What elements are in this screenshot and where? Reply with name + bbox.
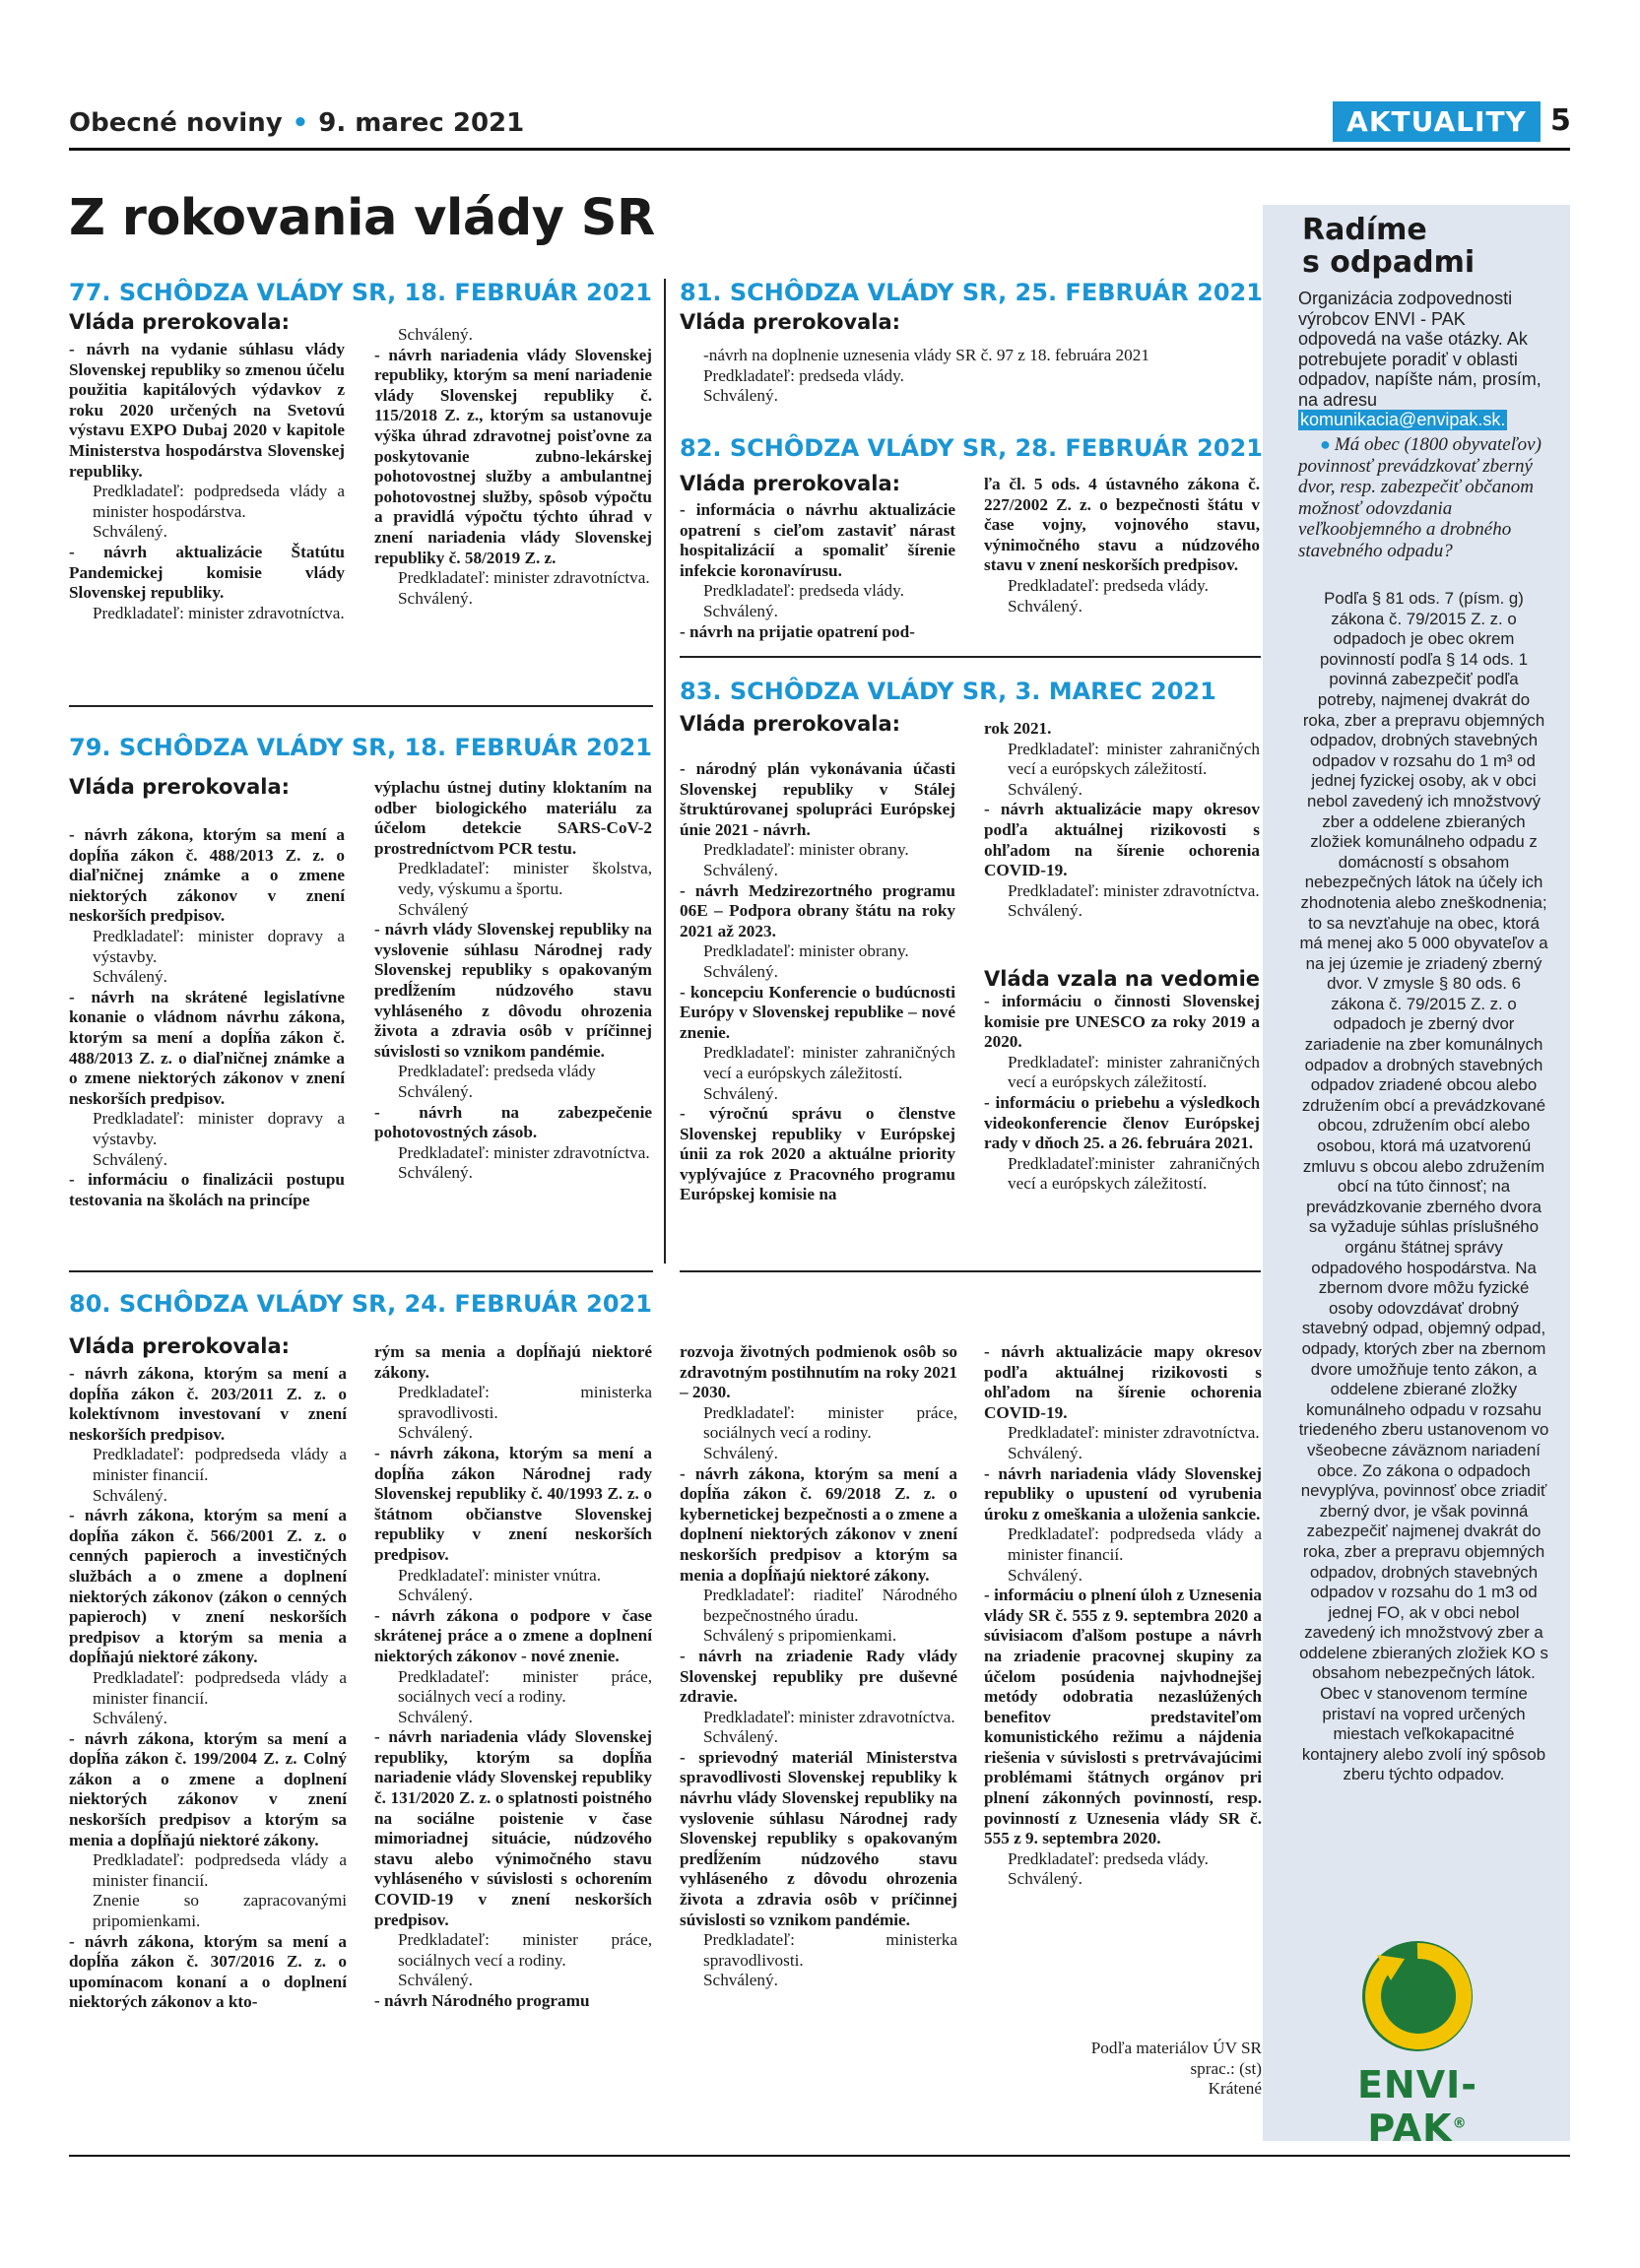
agenda-note: Predkladateľ: minister zdravotníctva.	[1008, 880, 1260, 900]
agenda-note: Schválený.	[1008, 1869, 1082, 1889]
agenda-note: Predkladateľ: predseda vlády	[398, 1062, 596, 1081]
agenda-note: Schválený.	[703, 1443, 778, 1462]
agenda-note: Schválený.	[703, 601, 778, 620]
agenda-note: Predkladateľ: minister práce, sociálnych vecí a rodiny.	[703, 1402, 957, 1443]
agenda-item: - návrh na skrátené legislatívne konanie o vládnom návrhu zákona, ktorým sa mení a dopĺňa zákon č. 488/2013 Z. z. o diaľničnej známke a o zmene niektorých zákonov v znení neskorších predpisov.	[69, 987, 345, 1108]
agenda-item: rým sa menia a dopĺňajú niektoré zákony.	[374, 1342, 652, 1382]
agenda-note: Schválený.	[703, 860, 778, 879]
agenda-item: - informácia o návrhu aktualizácie opatrení s cieľom zastaviť nárast hospitalizácií a spomaliť šírenie infekcie koronavírusu.	[680, 500, 955, 580]
newspaper-name: Obecné noviny	[69, 108, 283, 138]
agenda-item: - návrh zákona, ktorým sa mení a dopĺňa zákon č. 307/2016 Z. z. o upomínacom konaní a o doplnení niektorých zákonov a kto-	[69, 1931, 347, 2012]
registered-mark: ®	[1452, 2115, 1468, 2132]
section-82-subtitle: Vláda prerokovala:	[680, 472, 901, 495]
agenda-note: Predkladateľ: podpredseda vlády a minister financií.	[93, 1445, 347, 1484]
agenda-note: Schválený.	[398, 1971, 473, 1990]
section-80-column-4	[984, 1342, 1262, 2032]
agenda-note: Predkladateľ: minister zdravotníctva.	[1008, 1423, 1260, 1443]
agenda-note: Predkladateľ: predseda vlády.	[703, 365, 904, 385]
agenda-item: - výročnú správu o členstve Slovenskej republiky v Európskej únii za rok 2020 a aktuálne priority vyplývajúce z Pracovného programu Európskej komisie na	[680, 1104, 955, 1204]
section-83-subtitle: Vláda prerokovala:	[680, 712, 901, 736]
agenda-note: Schválený.	[93, 522, 167, 542]
section-79-column-2	[374, 778, 652, 1261]
agenda-item: - návrh na zriadenie Rady vlády Slovenskej republiky pre duševné zdravie.	[680, 1646, 957, 1707]
sidebar-intro-text: Organizácia zodpovednosti výrobcov ENVI - PAK odpovedá na vaše otázky. Ak potrebujete poradiť v oblasti odpadov, napíšte nám, prosím, na adresu	[1298, 289, 1542, 410]
agenda-note: Schválený.	[93, 1709, 167, 1728]
section-81-body	[680, 346, 1261, 415]
agenda-note: Schválený.	[1008, 1443, 1082, 1462]
agenda-note: Schválený.	[398, 1081, 473, 1101]
agenda-item: - návrh na prijatie opatrení pod-	[680, 621, 915, 641]
issue-date: 9. marec 2021	[318, 108, 525, 138]
agenda-item: rok 2021.	[984, 719, 1052, 738]
agenda-item: - návrh zákona, ktorým sa mení a dopĺňa zákon č. 566/2001 Z. z. o cenných papieroch a investičných službách a o zmene a doplnení niektorých zákonov (zákon o cenných papieroch) v znení neskorších predpisov a ktorým sa menia a dopĺňajú niektoré zákony.	[69, 1506, 347, 1667]
agenda-note: Predkladateľ: minister obrany.	[703, 941, 909, 961]
logo-wordmark	[1310, 2063, 1525, 2141]
divider	[680, 1270, 1261, 1272]
agenda-item: - návrh aktualizácie Štatútu Pandemickej komisie vlády Slovenskej republiky.	[69, 542, 345, 603]
agenda-item: - informáciu o činnosti Slovenskej komisie pre UNESCO za roky 2019 a 2020.	[984, 992, 1260, 1052]
agenda-item: - návrh nariadenia vlády Slovenskej republiky o upustení od vyrubenia úroku z omeškania a uloženia sankcie.	[984, 1463, 1262, 1523]
agenda-note: Schválený.	[703, 1727, 778, 1747]
agenda-note: Predkladateľ: minister zahraničných vecí a európskych záležitostí.	[703, 1043, 955, 1082]
bullet-separator: •	[292, 108, 309, 138]
section-82-column-2	[984, 475, 1260, 647]
section-79-column-1	[69, 825, 345, 1261]
agenda-item: - sprievodný materiál Ministerstva spravodlivosti Slovenskej republiky k návrhu vlády Slovenskej republiky na vyslovenie súhlasu Národnej rady Slovenskej republiky s opakovaným predĺžením núdzového stavu vyhláseného z dôvodu ohrozenia života a zdravia osôb v príčinnej súvislosti so vznikom pandémie.	[680, 1747, 957, 1929]
logo-text: ENVI-PAK	[1356, 2063, 1478, 2141]
agenda-note: Predkladateľ: minister zdravotníctva.	[398, 1142, 650, 1162]
sidebar-intro	[1298, 289, 1544, 430]
agenda-note: Predkladateľ: minister obrany.	[703, 840, 909, 860]
agenda-item: ľa čl. 5 ods. 4 ústavného zákona č. 227/2002 Z. z. o bezpečnosti štátu v čase vojny, vojnového stavu, výnimočného stavu a núdzového stavu v znení neskorších predpisov.	[984, 475, 1260, 575]
agenda-item: - návrh vlády Slovenskej republiky na vyslovenie súhlasu Národnej rady Slovenskej republiky s opakovaným predĺžením núdzového stavu vyhláseného z dôvodu ohrozenia života a zdravia osôb v príčinnej súvislosti so vznikom pandémie.	[374, 920, 652, 1061]
section-80-subtitle: Vláda prerokovala:	[69, 1334, 291, 1358]
agenda-item: - návrh zákona, ktorým sa mení a dopĺňa zákon č. 488/2013 Z. z. o diaľničnej známke a o zmene niektorých zákonov v znení neskorších predpisov.	[69, 825, 345, 926]
agenda-note: Predkladateľ: minister dopravy a výstavby.	[93, 926, 345, 966]
agenda-note: Schválený.	[703, 961, 778, 981]
agenda-note: Predkladateľ: minister práce, sociálnych vecí a rodiny.	[398, 1930, 652, 1970]
header-rule	[69, 148, 1570, 151]
agenda-note: Schválený s pripomienkami.	[703, 1626, 897, 1646]
footer-rule	[69, 2155, 1570, 2157]
section-82-title: 82. SCHÔDZA VLÁDY SR, 28. FEBRUÁR 2021	[680, 434, 1263, 462]
agenda-note: Schválený.	[703, 1083, 778, 1103]
agenda-item: - koncepciu Konferencie o budúcnosti Európy v Slovenskej republike – nové znenie.	[680, 982, 955, 1042]
sidebar-box	[1263, 205, 1570, 2141]
agenda-note: Predkladateľ: ministerka spravodlivosti.	[398, 1383, 652, 1422]
section-80-column-1	[69, 1364, 347, 2142]
agenda-item: - informáciu o priebehu a výsledkoch videokonferencie členov Európskej rady v dňoch 25. a 26. februára 2021.	[984, 1092, 1260, 1153]
agenda-note: Predkladateľ: minister práce, sociálnych vecí a rodiny.	[398, 1666, 652, 1707]
section-77-title: 77. SCHÔDZA VLÁDY SR, 18. FEBRUÁR 2021	[69, 279, 652, 306]
source-credit	[984, 2039, 1262, 2100]
agenda-note: Znenie so zapracovanými pripomienkami.	[93, 1891, 347, 1931]
section-83-column-1	[680, 759, 955, 1262]
agenda-note: Predkladateľ: minister dopravy a výstavby.	[93, 1109, 345, 1148]
section-83-column-2b	[984, 992, 1260, 1263]
agenda-note: Predkladateľ: ministerka spravodlivosti.	[703, 1930, 957, 1970]
agenda-note: Predkladateľ: minister zahraničných vecí a európskych záležitostí.	[1008, 1052, 1260, 1092]
email-link[interactable]: komunikacia@envipak.sk.	[1300, 410, 1506, 429]
agenda-item: - návrh Medzirezortného programu 06E – Podpora obrany štátu na roky 2021 až 2023.	[680, 880, 955, 940]
agenda-note: Predkladateľ: minister školstva, vedy, výskumu a športu.	[398, 859, 652, 898]
agenda-note: Schválený.	[703, 386, 778, 406]
agenda-item: - návrh Národného programu	[374, 1991, 590, 2010]
agenda-item: - návrh zákona, ktorým sa mení a dopĺňa zákon č. 203/2011 Z. z. o kolektívnom investovaní v znení neskorších predpisov.	[69, 1364, 347, 1444]
section-83-column-2	[984, 719, 1260, 967]
sidebar-question	[1298, 434, 1549, 561]
agenda-item: - návrh zákona o podpore v čase skrátenej práce a o zmene a doplnení niektorých zákonov - nové znenie.	[374, 1605, 652, 1665]
agenda-note: Predkladateľ:minister zahraničných vecí a európskych záležitostí.	[1008, 1153, 1260, 1194]
agenda-note: Predkladateľ: predseda vlády.	[703, 581, 904, 601]
agenda-note: Predkladateľ: podpredseda vlády a minister financií.	[93, 1667, 347, 1708]
section-79-subtitle: Vláda prerokovala:	[69, 775, 291, 799]
agenda-note: Schválený.	[703, 1971, 778, 1990]
agenda-note: Schválený.	[1008, 1565, 1082, 1585]
agenda-note: Schválený.	[398, 1163, 473, 1183]
agenda-note: Schválený.	[398, 1586, 473, 1605]
sidebar-title	[1302, 214, 1475, 279]
agenda-note: Predkladateľ: minister zdravotníctva.	[93, 603, 345, 622]
agenda-note: Schválený.	[1008, 596, 1082, 616]
credit-line: Krátené	[1208, 2079, 1262, 2099]
section-80-column-3	[680, 1342, 957, 2142]
agenda-item: výplachu ústnej dutiny kloktaním na odber biologického materiálu za účelom detekcie SARS-CoV-2 prostredníctvom PCR testu.	[374, 778, 652, 858]
credit-line: sprac.: (st)	[1190, 2058, 1262, 2078]
agenda-note: Predkladateľ: minister vnútra.	[398, 1565, 602, 1585]
section-79-title: 79. SCHÔDZA VLÁDY SR, 18. FEBRUÁR 2021	[69, 734, 652, 761]
agenda-item: - návrh zákona, ktorým sa mení a dopĺňa zákon Národnej rady Slovenskej republiky č. 40/1993 Z. z. o štátnom občianstve Slovenskej republiky v znení neskorších predpisov.	[374, 1443, 652, 1564]
section-77-subtitle: Vláda prerokovala:	[69, 310, 291, 334]
section-77-column-1	[69, 340, 345, 689]
agenda-item: - informáciu o finalizácii postupu testovania na školách na princípe	[69, 1170, 345, 1209]
agenda-note: Schválený.	[93, 1485, 167, 1505]
agenda-note: Schválený.	[93, 1149, 167, 1169]
credit-line: Podľa materiálov ÚV SR	[1090, 2039, 1262, 2057]
agenda-item: - návrh zákona, ktorým sa mení a dopĺňa zákon č. 69/2018 Z. z. o kybernetickej bezpečnosti a o zmene a doplnení niektorých zákonov v znení neskorších predpisov a ktorým sa menia a dopĺňajú niektoré zákony.	[680, 1463, 957, 1585]
agenda-note: Predkladateľ: predseda vlády.	[1008, 575, 1209, 595]
agenda-item: - návrh aktualizácie mapy okresov podľa aktuálnej rizikovosti s ohľadom na šírenie ochorenia COVID-19.	[984, 800, 1260, 880]
column-divider	[664, 279, 666, 1264]
sidebar-question-text: Má obec (1800 obyvateľov) povinnosť prevádzkovať zberný dvor, resp. zabezpečiť občanom možnosť odovzdania veľkoobjemného a drobného stavebného odpadu?	[1298, 434, 1542, 561]
section-81-subtitle: Vláda prerokovala:	[680, 310, 901, 334]
agenda-note: Schválený.	[398, 1423, 473, 1443]
agenda-item: - národný plán vykonávania účasti Slovenskej republiky v Stálej štruktúrovanej spolupráci Európskej únie 2021 - návrh.	[680, 759, 955, 839]
agenda-item: - návrh na vydanie súhlasu vlády Slovenskej republiky so zmenou účelu použitia kapitálových výdavkov z roku 2020 určených na Svetovú výstavu EXPO Dubaj 2020 v kapitole Ministerstva hospodárstva Slovenskej republiky.	[69, 340, 345, 481]
sidebar-answer: Podľa § 81 ods. 7 (písm. g) zákona č. 79/2015 Z. z. o odpadoch je obec okrem povinností podľa § 14 ods. 1 povinná zabezpečiť podľa potreby, najmenej dvakrát do roka, zber a prepravu objemných odpadov, drobných stavebných odpadov v rozsahu do 1 m³ od jednej fyzickej osoby, ak v obci nebol zavedený ich množstvový zber a oddelene zbieraných zložiek komunálneho odpadu z domácností s obsahom nebezpečných látok na účely ich zhodnotenia alebo zneškodnenia; to sa nevzťahuje na obec, ktorá má menej ako 5 000 obyvateľov a na jej územie je zriadený zberný dvor. V zmysle § 80 ods. 6 zákona č. 79/2015 Z. z. o odpadoch je zberný dvor zariadenie na zber komunálnych odpadov a drobných stavebných odpadov zriadené obcou alebo združením obcí a prevádzkované obcou, združením obcí alebo osobou, ktorá má uzatvorenú zmluvu s obcou alebo združením obcí na túto činnosť; na prevádzkovanie zberného dvora sa vyžaduje súhlas príslušného orgánu štátnej správy odpadového hospodárstva. Na zbernom dvore môžu fyzické osoby odovzdávať drobný stavebný odpad, objemný odpad, odpady, ktorých zber na zbernom dvore umožňuje tento zákon, a oddelene zbierané zložky komunálneho odpadu v rozsahu triedeného zberu ustanovenom vo všeobecne záväznom nariadení obce. Zo zákona o odpadoch nevyplýva, povinnosť obce zriadiť zberný dvor, je však povinná zabezpečiť najmenej dvakrát do roka, zber a prepravu objemných odpadov, drobných stavebných odpadov v rozsahu do 1 m3 od jednej FO, ak v obci nebol zavedený ich množstvový zber a oddelene zbieraných zložiek KO s obsahom nebezpečných látok. Obec v stanovenom termíne pristaví na vopred určených miestach veľkokapacitné kontajnery alebo zvolí iný spôsob zberu týchto odpadov.	[1298, 589, 1549, 1784]
agenda-item: - návrh na zabezpečenie pohotovostných zásob.	[374, 1102, 652, 1142]
agenda-note: Predkladateľ: minister zahraničných vecí a európskych záležitostí.	[1008, 739, 1260, 779]
envi-pak-logo	[1310, 1935, 1525, 2141]
divider	[69, 705, 653, 707]
divider	[680, 656, 1261, 658]
section-80-column-2	[374, 1342, 652, 2142]
agenda-item: - informáciu o plnení úloh z Uznesenia vlády SR č. 555 z 9. septembra 2020 a súvisiacom ďalšom postupe a návrh na zriadenie pracovnej skupiny za účelom posúdenia najvhodnejšej metódy odobratia nezaslúžených benefitov predstaviteľom komunistického režimu a nájdenia riešenia v súvislosti s pretrvávajúcimi problémami štátnych orgánov pri plnení zákonných povinností, resp. povinností z Uznesenia vlády SR č. 555 z 9. septembra 2020.	[984, 1586, 1262, 1848]
page-number: 5	[1550, 103, 1571, 138]
divider	[69, 1270, 653, 1272]
section-83-subtitle-2: Vláda vzala na vedomie	[984, 967, 1261, 991]
section-77-column-2	[374, 325, 652, 691]
agenda-note: Predkladateľ: podpredseda vlády a minister financií.	[1008, 1524, 1262, 1564]
agenda-note: Schválený.	[398, 325, 473, 344]
agenda-note: Predkladateľ: predseda vlády.	[1008, 1848, 1209, 1868]
agenda-note: Schválený.	[93, 967, 167, 987]
agenda-note: Predkladateľ: minister zdravotníctva.	[703, 1707, 955, 1726]
agenda-note: -návrh na doplnenie uznesenia vlády SR č. 97 z 18. februára 2021	[703, 346, 1149, 364]
agenda-note: Predkladateľ: podpredseda vlády a minister hospodárstva.	[93, 482, 345, 521]
section-81-title: 81. SCHÔDZA VLÁDY SR, 25. FEBRUÁR 2021	[680, 279, 1263, 306]
sidebar-title-line: Radíme	[1302, 213, 1427, 247]
agenda-item: - návrh nariadenia vlády Slovenskej republiky, ktorým sa mení nariadenie vlády Slovenskej republiky č. 115/2018 Z. z., ktorým sa ustanovuje výška úhrad zdravotnej poisťovne za poskytovanie zubno-lekárskej pohotovostnej služby a ambulantnej pohotovostnej služby, spôsob výpočtu a pravidlá výpočtu týchto úhrad v znení nariadenia vlády Slovenskej republiky č. 58/2019 Z. z.	[374, 345, 652, 567]
page-title: Z rokovania vlády SR	[69, 189, 655, 247]
agenda-note: Schválený	[398, 899, 469, 919]
agenda-item: rozvoja životných podmienok osôb so zdravotným postihnutím na roky 2021 – 2030.	[680, 1342, 957, 1402]
agenda-note: Schválený.	[398, 1707, 473, 1726]
agenda-item: - návrh zákona, ktorým sa mení a dopĺňa zákon č. 199/2004 Z. z. Colný zákon a o zmene a doplnení niektorých zákonov v znení neskorších predpisov a ktorým sa menia a dopĺňajú niektoré zákony.	[69, 1728, 347, 1849]
agenda-note: Schválený.	[1008, 779, 1082, 799]
agenda-note: Predkladateľ: minister zdravotníctva.	[398, 568, 650, 588]
section-83-title: 83. SCHÔDZA VLÁDY SR, 3. MAREC 2021	[680, 678, 1216, 705]
sidebar-title-line: s odpadmi	[1302, 245, 1476, 280]
agenda-item: - návrh aktualizácie mapy okresov podľa aktuálnej rizikovosti s ohľadom na šírenie ochorenia COVID-19.	[984, 1342, 1262, 1422]
section-label: AKTUALITY	[1333, 101, 1541, 142]
page-header-left	[69, 108, 524, 138]
agenda-note: Predkladateľ: riaditeľ Národného bezpečnostného úradu.	[703, 1586, 957, 1625]
recycle-icon	[1310, 1935, 1525, 2063]
section-82-column-1	[680, 500, 955, 648]
bullet-icon: ●	[1320, 434, 1331, 454]
agenda-item: - návrh nariadenia vlády Slovenskej republiky, ktorým sa dopĺňa nariadenie vlády Slovenskej republiky č. 131/2020 Z. z. o splatnosti poistného na sociálne poistenie v čase mimoriadnej situácie, núdzového stavu alebo výnimočného stavu vyhláseného v súvislosti s ochorením COVID-19 v znení neskorších predpisov.	[374, 1727, 652, 1929]
agenda-note: Predkladateľ: podpredseda vlády a minister financií.	[93, 1850, 347, 1890]
agenda-note: Schválený.	[398, 588, 473, 608]
section-80-title: 80. SCHÔDZA VLÁDY SR, 24. FEBRUÁR 2021	[69, 1290, 652, 1318]
agenda-note: Schválený.	[1008, 901, 1082, 921]
